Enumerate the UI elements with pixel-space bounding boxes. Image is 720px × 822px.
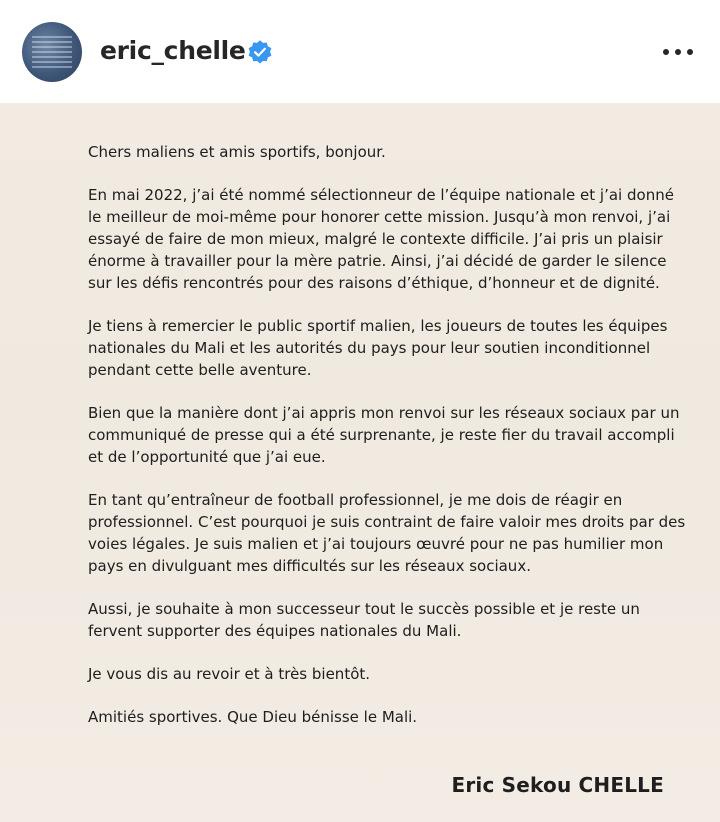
avatar-image	[32, 36, 72, 68]
letter-body	[88, 141, 688, 749]
letter-paragraph: Chers maliens et amis sportifs, bonjour.	[88, 143, 386, 161]
letter-paragraph: Je tiens à remercier le public sportif malien, les joueurs de toutes les équipes nationales du Mali et les autorités du pays pour leur soutien inconditionnel pendant cette belle aventure.	[88, 317, 668, 379]
letter-paragraph: En mai 2022, j’ai été nommé sélectionneur de l’équipe nationale et j’ai donné le meilleur de moi-même pour honorer cette mission. Jusqu’à mon renvoi, j’ai essayé de faire de mon mieux, malgré le contexte difficile. J’ai pris un plaisir énorme à travailler pour la mère patrie. Ainsi, j’ai décidé de garder le silence sur les défis rencontrés pour des raisons d’éthique, d’honneur et de dignité.	[88, 186, 674, 292]
verified-badge-icon	[247, 39, 273, 65]
username-link[interactable]: eric_chelle	[100, 36, 246, 65]
letter-paragraph: En tant qu’entraîneur de football professionnel, je me dois de réagir en professionnel. C’est pourquoi je suis contraint de faire valoir mes droits par des voies légales. Je suis malien et j’ai toujours œuvré pour ne pas humilier mon pays en divulguant mes difficultés sur les réseaux sociaux.	[88, 491, 686, 575]
post-header	[0, 0, 720, 103]
letter-signature: Eric Sekou CHELLE	[451, 773, 664, 797]
profile-avatar[interactable]	[22, 22, 82, 82]
letter-paragraph: Je vous dis au revoir et à très bientôt.	[88, 665, 371, 683]
letter-paragraph: Bien que la manière dont j’ai appris mon renvoi sur les réseaux sociaux par un communiqué de presse qui a été surprenante, je reste fier du travail accompli et de l’opportunité que j’ai eue.	[88, 404, 680, 466]
more-options-icon[interactable]	[660, 38, 696, 66]
letter-paragraph: Aussi, je souhaite à mon successeur tout le succès possible et je reste un fervent supporter des équipes nationales du Mali.	[88, 600, 640, 640]
letter-paragraph: Amitiés sportives. Que Dieu bénisse le Mali.	[88, 708, 418, 726]
